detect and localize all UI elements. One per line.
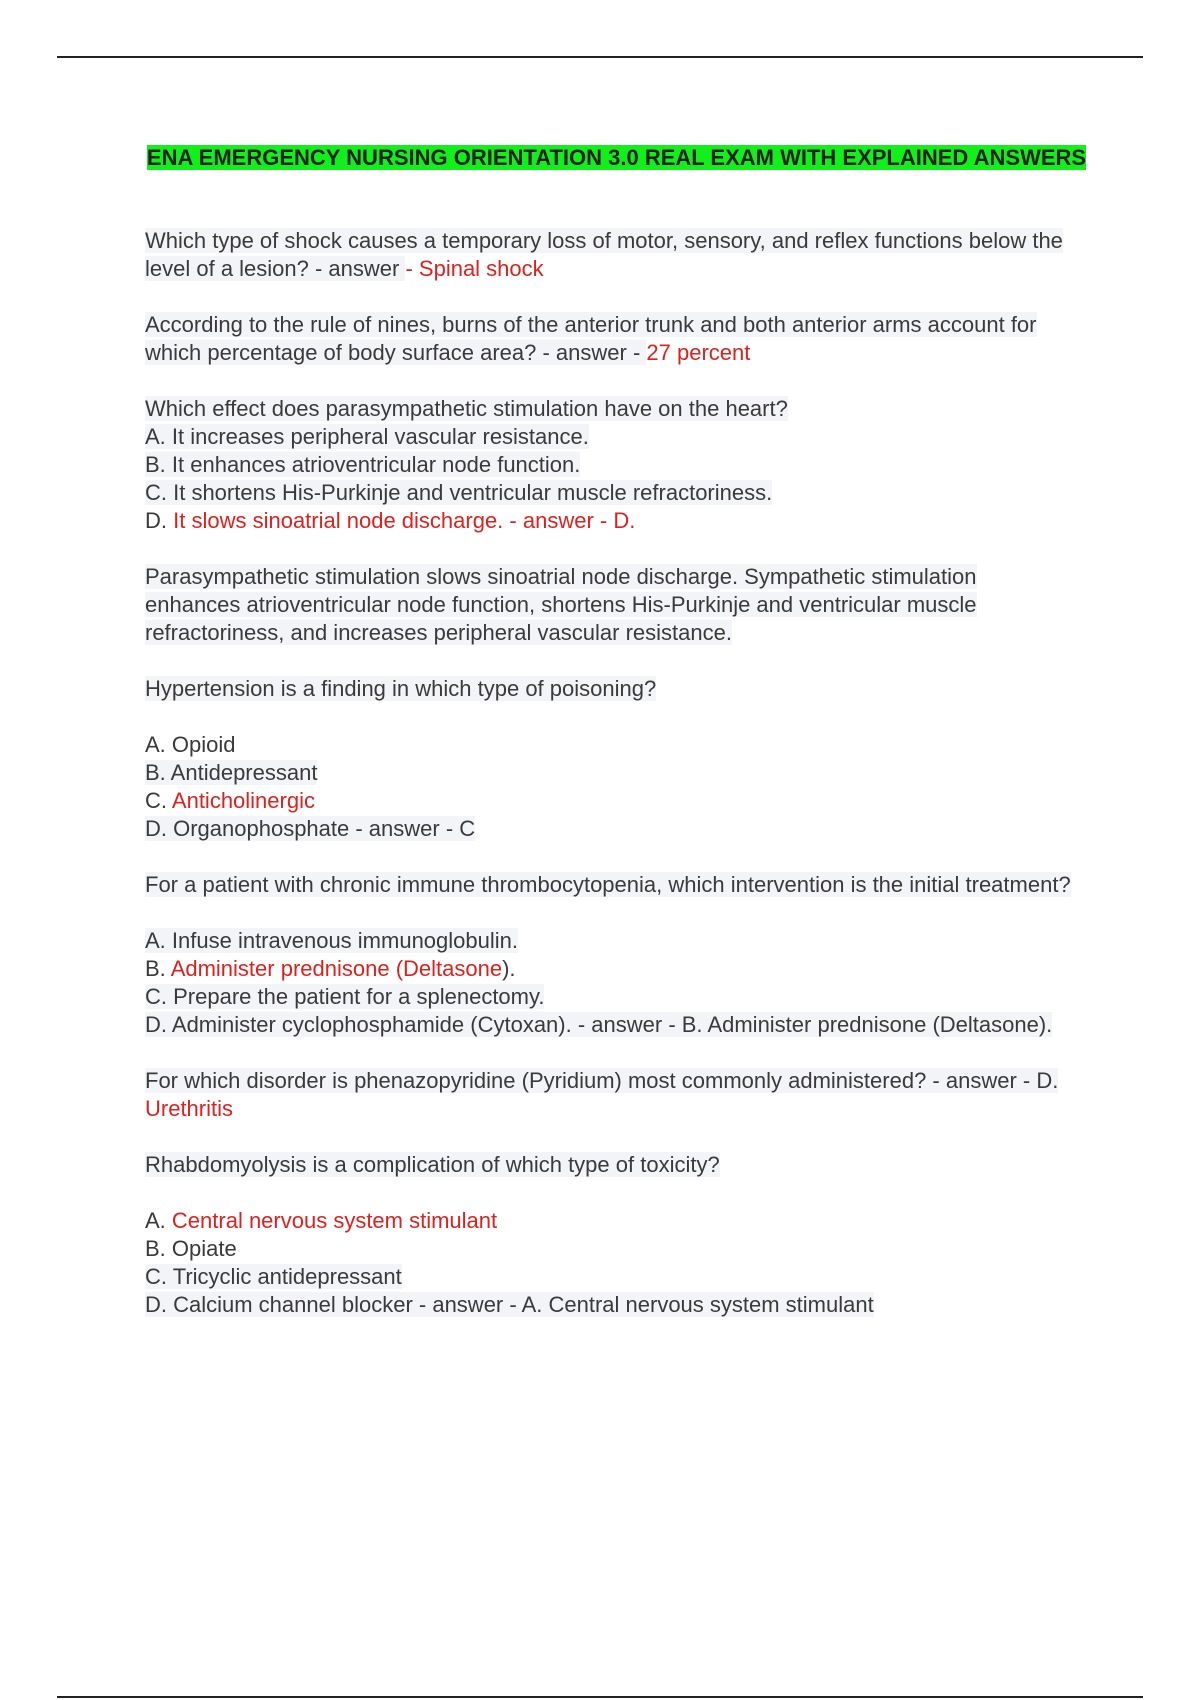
- question-3: [145, 395, 1075, 535]
- answer-text: - Spinal shock: [405, 256, 544, 281]
- option-a: A. Central nervous system stimulant: [145, 1208, 498, 1233]
- option-d: D. Administer cyclophosphamide (Cytoxan). - answer - B. Administer prednisone (Deltasone).: [145, 1012, 1053, 1037]
- option-d: D. Calcium channel blocker - answer - A. Central nervous system stimulant: [145, 1292, 874, 1317]
- option-b: B. Antidepressant: [145, 760, 318, 785]
- question-5-stem: [145, 871, 1075, 899]
- question-text: For a patient with chronic immune thrombocytopenia, which intervention is the initial treatment?: [145, 872, 1071, 897]
- answer-text: Urethritis: [145, 1096, 234, 1121]
- question-text: Hypertension is a finding in which type of poisoning?: [145, 676, 657, 701]
- page-title: ENA EMERGENCY NURSING ORIENTATION 3.0 REAL EXAM WITH EXPLAINED ANSWERS: [146, 145, 1087, 170]
- answer-text: Administer prednisone (Deltasone: [170, 956, 503, 981]
- question-7-stem: [145, 1151, 1075, 1179]
- option-b: B. Administer prednisone (Deltasone).: [145, 956, 516, 981]
- question-4-stem: [145, 675, 1075, 703]
- option-c: C. It shortens His-Purkinje and ventricular muscle refractoriness.: [145, 480, 773, 505]
- explanation-3: Parasympathetic stimulation slows sinoatrial node discharge. Sympathetic stimulation enhances atrioventricular node function, shortens His-Purkinje and ventricular muscle refractoriness, and increases peripheral vascular resistance.: [145, 564, 977, 645]
- question-text: Rhabdomyolysis is a complication of which type of toxicity?: [145, 1152, 720, 1177]
- option-c: C. Anticholinergic: [145, 788, 315, 813]
- question-5-options: [145, 927, 1075, 1039]
- question-2: According to the rule of nines, burns of the anterior trunk and both anterior arms account for which percentage of body surface area? - answer - 27 percent: [145, 312, 1037, 365]
- option-d: D. Organophosphate - answer - C: [145, 816, 476, 841]
- option-a: A. It increases peripheral vascular resistance.: [145, 424, 589, 449]
- header-rule: [57, 56, 1143, 58]
- option-b: B. Opiate: [145, 1236, 237, 1261]
- question-1: Which type of shock causes a temporary loss of motor, sensory, and reflex functions below the level of a lesion? - answer - Spinal shock: [145, 228, 1063, 281]
- question-6: For which disorder is phenazopyridine (Pyridium) most commonly administered? - answer - D. Urethritis: [145, 1068, 1059, 1121]
- option-a: A. Infuse intravenous immunoglobulin.: [145, 928, 518, 953]
- answer-text: Central nervous system stimulant: [171, 1208, 498, 1233]
- option-c: C. Prepare the patient for a splenectomy.: [145, 984, 545, 1009]
- option-d: D. It slows sinoatrial node discharge. - answer - D.: [145, 508, 636, 533]
- document-body: [145, 227, 1075, 1347]
- answer-text: It slows sinoatrial node discharge. - answer - D.: [173, 508, 636, 533]
- option-b: B. It enhances atrioventricular node function.: [145, 452, 581, 477]
- answer-text: 27 percent: [646, 340, 751, 365]
- answer-text: Anticholinergic: [171, 788, 315, 813]
- question-7-options: [145, 1207, 1075, 1319]
- question-text: Which effect does parasympathetic stimulation have on the heart?: [145, 396, 788, 421]
- option-a: A. Opioid: [145, 732, 236, 757]
- footer-rule: [57, 1696, 1143, 1698]
- option-c: C. Tricyclic antidepressant: [145, 1264, 402, 1289]
- question-4-options: [145, 731, 1075, 843]
